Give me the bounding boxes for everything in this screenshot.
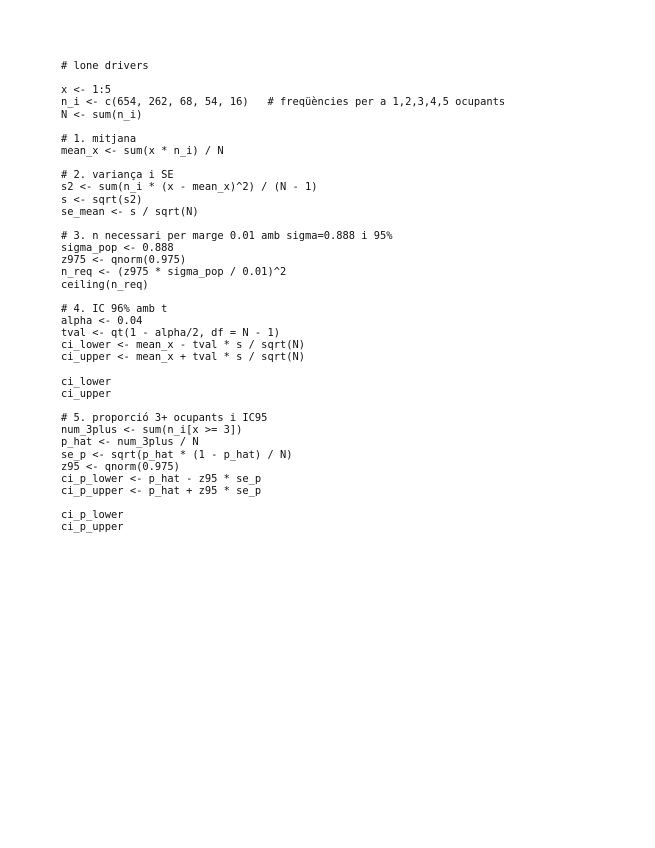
code-line: alpha <- 0.04 (61, 314, 143, 327)
code-line (61, 291, 641, 303)
code-line: sigma_pop <- 0.888 (61, 242, 174, 255)
code-line: z975 <- qnorm(0.975) (61, 254, 187, 267)
code-line: se_mean <- s / sqrt(N) (61, 205, 199, 218)
code-line (61, 218, 641, 230)
code-line: # 4. IC 96% amb t (61, 302, 168, 315)
code-line: ci_p_lower <- p_hat - z95 * se_p (61, 472, 262, 485)
code-line: mean_x <- sum(x * n_i) / N (61, 144, 224, 157)
code-line: # lone drivers (61, 60, 149, 72)
code-line (61, 364, 641, 376)
code-line: num_3plus <- sum(n_i[x >= 3]) (61, 424, 243, 437)
code-line: N <- sum(n_i) (61, 108, 143, 121)
code-line: s2 <- sum(n_i * (x - mean_x)^2) / (N - 1) (61, 181, 318, 194)
code-line: ci_p_lower (61, 509, 124, 522)
code-line: n_req <- (z975 * sigma_pop / 0.01)^2 (61, 266, 287, 279)
code-line: se_p <- sqrt(p_hat * (1 - p_hat) / N) (61, 448, 293, 461)
code-line (61, 72, 641, 84)
code-line (61, 400, 641, 412)
code-line: x <- 1:5 (61, 84, 112, 97)
code-line: n_i <- c(654, 262, 68, 54, 16) # freqüències per a 1,2,3,4,5 ocupants (61, 96, 506, 109)
code-line (61, 121, 641, 133)
code-line (61, 157, 641, 169)
code-line (61, 497, 641, 509)
code-line: ci_lower (61, 375, 112, 388)
code-line: # 2. variança i SE (61, 169, 174, 182)
code-line: # 3. n necessari per marge 0.01 amb sigma=0.888 i 95% (61, 229, 393, 242)
code-line: ci_p_upper (61, 521, 124, 534)
code-line: ci_p_upper <- p_hat + z95 * se_p (61, 484, 262, 497)
code-line: # 1. mitjana (61, 132, 137, 145)
code-line: s <- sqrt(s2) (61, 193, 143, 206)
code-line: p_hat <- num_3plus / N (61, 436, 199, 449)
code-line: ci_upper <- mean_x + tval * s / sqrt(N) (61, 351, 305, 364)
code-line: # 5. proporció 3+ ocupants i IC95 (61, 412, 268, 425)
code-line: ceiling(n_req) (61, 278, 149, 291)
code-line: z95 <- qnorm(0.975) (61, 460, 180, 473)
code-line: tval <- qt(1 - alpha/2, df = N - 1) (61, 327, 280, 340)
code-line: ci_upper (61, 387, 112, 400)
code-block (61, 60, 641, 533)
code-line: ci_lower <- mean_x - tval * s / sqrt(N) (61, 339, 305, 352)
